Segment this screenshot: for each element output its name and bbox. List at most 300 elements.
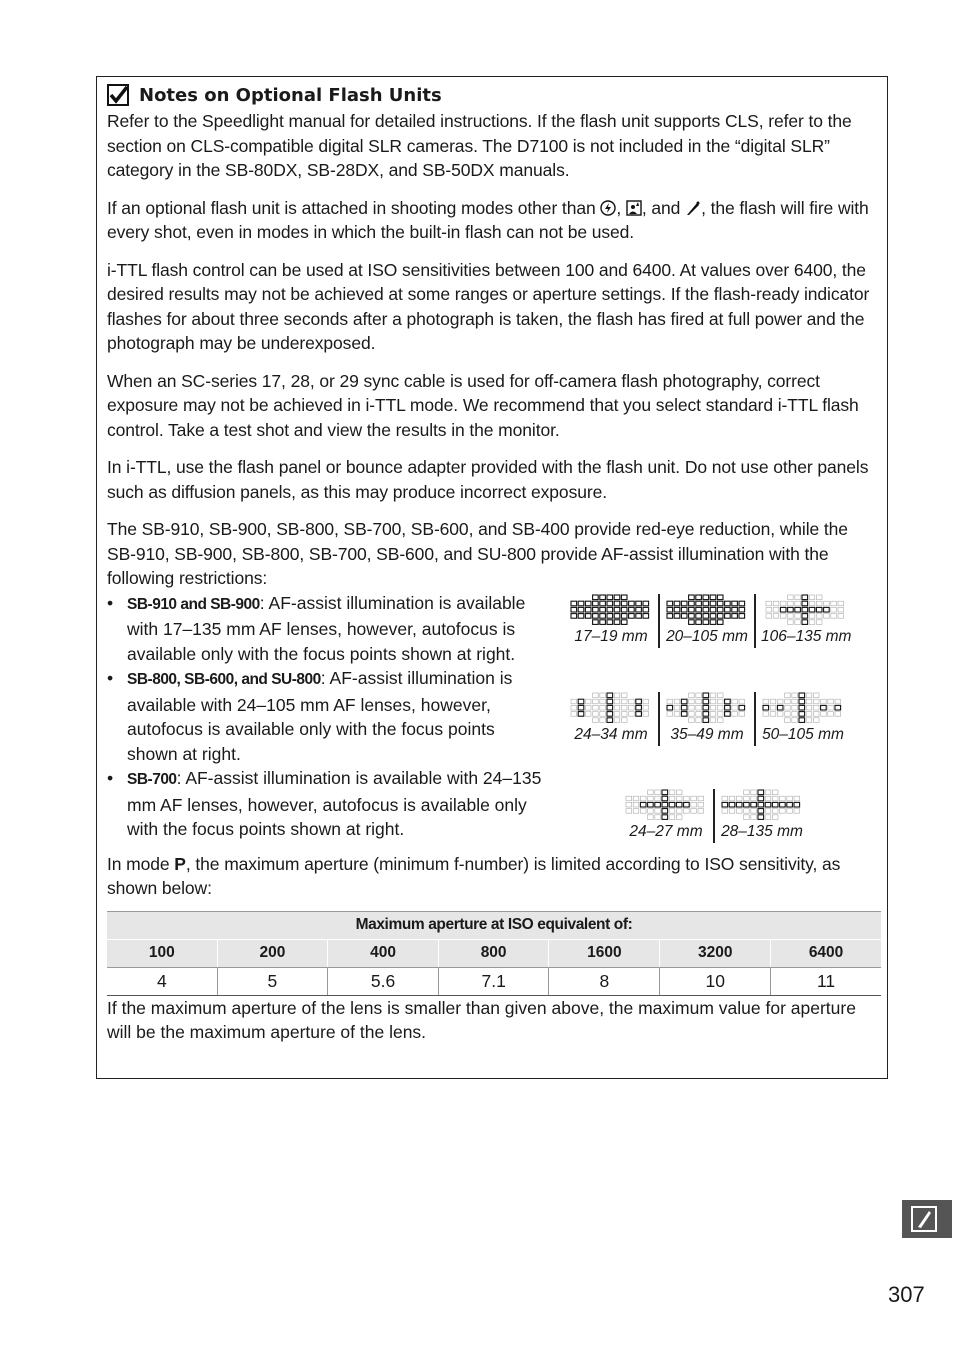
af-point-active xyxy=(629,613,635,618)
af-point xyxy=(669,796,675,801)
af-point xyxy=(643,711,649,716)
af-point-active xyxy=(643,601,649,606)
af-point-active xyxy=(788,607,794,612)
af-point-active xyxy=(725,607,731,612)
af-point xyxy=(770,711,776,716)
af-point xyxy=(689,699,695,704)
af-point-active xyxy=(817,607,823,612)
af-point xyxy=(838,613,844,618)
af-point-active xyxy=(717,607,723,612)
af-point-active xyxy=(799,699,805,704)
af-point-active xyxy=(710,613,716,618)
bullet-lead: SB-800, SB-600, and SU-800 xyxy=(127,671,321,688)
af-point xyxy=(817,601,823,606)
af-diagram: 35–49 mm xyxy=(665,692,749,744)
af-point xyxy=(710,699,716,704)
af-point-active xyxy=(758,802,764,807)
af-point-active xyxy=(578,711,584,716)
af-point xyxy=(593,699,599,704)
af-point-active xyxy=(787,802,793,807)
af-point-active xyxy=(621,595,627,600)
af-point xyxy=(614,693,620,698)
af-point-active xyxy=(751,802,757,807)
af-point-active xyxy=(689,595,695,600)
af-point xyxy=(626,796,632,801)
table-iso-cell: 1600 xyxy=(549,939,660,967)
af-point xyxy=(585,711,591,716)
af-point-active xyxy=(571,607,577,612)
af-point-active xyxy=(585,601,591,606)
af-point xyxy=(813,717,819,722)
af-point-active xyxy=(636,711,642,716)
table-aperture-cell: 5.6 xyxy=(328,967,439,995)
af-point xyxy=(696,711,702,716)
af-point xyxy=(621,717,627,722)
af-point-active xyxy=(772,802,778,807)
af-point xyxy=(614,699,620,704)
af-point-active xyxy=(600,613,606,618)
table-aperture-cell: 4 xyxy=(107,967,217,995)
af-point-active xyxy=(681,613,687,618)
af-point xyxy=(648,796,654,801)
af-point-active xyxy=(717,601,723,606)
af-point xyxy=(763,699,769,704)
af-point xyxy=(689,717,695,722)
af-point-active xyxy=(571,601,577,606)
af-point xyxy=(766,613,772,618)
af-point xyxy=(785,693,791,698)
af-point-active xyxy=(648,802,654,807)
af-point-active xyxy=(681,705,687,710)
af-point-active xyxy=(585,607,591,612)
aperture-table xyxy=(107,911,881,996)
af-point-active xyxy=(732,607,738,612)
af-point-active xyxy=(681,601,687,606)
paragraph-shooting-modes: If an optional flash unit is attached in shooting modes other than , , and , the flash will fire with every shot, even in modes in which the built-in flash can not be used. xyxy=(107,197,869,242)
af-point xyxy=(838,601,844,606)
af-point xyxy=(821,699,827,704)
af-point xyxy=(813,699,819,704)
af-point-active xyxy=(703,699,709,704)
af-point-active xyxy=(710,619,716,624)
table-iso-cell: 200 xyxy=(217,939,328,967)
silhouette-icon xyxy=(685,200,701,216)
paragraph-after-table: If the maximum aperture of the lens is smaller than given above, the maximum value for aperture will be the maximum aperture of the lens. xyxy=(107,997,856,1042)
bullet-lead: SB-910 and SB-900 xyxy=(127,595,260,613)
af-point-active xyxy=(725,705,731,710)
mode-p-label: P xyxy=(174,853,186,874)
af-point-active xyxy=(667,601,673,606)
af-point xyxy=(696,693,702,698)
af-point xyxy=(629,711,635,716)
af-point xyxy=(674,699,680,704)
af-point-active xyxy=(795,607,801,612)
retouch-tab[interactable] xyxy=(902,1200,952,1238)
af-point-active xyxy=(824,607,830,612)
af-point xyxy=(626,808,632,813)
af-point-active xyxy=(696,619,702,624)
note-header xyxy=(107,81,879,109)
af-point xyxy=(824,613,830,618)
af-point-active xyxy=(781,607,787,612)
table-iso-cell: 800 xyxy=(438,939,549,967)
af-point xyxy=(655,808,661,813)
af-point-active xyxy=(578,705,584,710)
af-point-active xyxy=(621,607,627,612)
af-point-active xyxy=(655,802,661,807)
af-point xyxy=(585,699,591,704)
af-point-active xyxy=(600,607,606,612)
af-point xyxy=(585,705,591,710)
af-point-active xyxy=(607,607,613,612)
af-point-active xyxy=(629,601,635,606)
af-point xyxy=(600,711,606,716)
af-point-active xyxy=(802,601,808,606)
af-point xyxy=(593,717,599,722)
retouch-tab-icon xyxy=(911,1206,937,1232)
af-point-active xyxy=(758,808,764,813)
af-point-active xyxy=(667,607,673,612)
af-point-active xyxy=(669,802,675,807)
table-header: Maximum aperture at ISO equivalent of: xyxy=(107,911,881,939)
af-point-active xyxy=(765,802,771,807)
af-point xyxy=(633,796,639,801)
af-point xyxy=(593,705,599,710)
af-point-active xyxy=(636,699,642,704)
af-point-active xyxy=(607,619,613,624)
af-point xyxy=(732,711,738,716)
af-point-active xyxy=(643,607,649,612)
af-point xyxy=(772,790,778,795)
af-point-active xyxy=(799,711,805,716)
af-point xyxy=(831,601,837,606)
af-point xyxy=(785,705,791,710)
paragraph-speedlight: Refer to the Speedlight manual for detailed instructions. If the flash unit supports CLS, refer to the section on CLS-compatible digital SLR cameras. The D7100 is not included in the “digital SLR” category in the SB-80DX, SB-28DX, and SB-50DX manuals. xyxy=(107,111,852,180)
af-point-active xyxy=(621,619,627,624)
af-point xyxy=(667,711,673,716)
af-point-active xyxy=(722,802,728,807)
af-point xyxy=(710,717,716,722)
af-point xyxy=(684,796,690,801)
auto-flash-off-icon xyxy=(600,200,616,216)
af-point-active xyxy=(667,705,673,710)
af-point-active xyxy=(636,613,642,618)
af-point xyxy=(655,796,661,801)
af-point xyxy=(794,808,800,813)
af-point xyxy=(792,699,798,704)
table-iso-cell: 3200 xyxy=(660,939,771,967)
af-point-active xyxy=(732,601,738,606)
af-point xyxy=(788,595,794,600)
af-point-active xyxy=(593,607,599,612)
af-point-active xyxy=(674,613,680,618)
af-point-active xyxy=(585,613,591,618)
af-point-active xyxy=(710,607,716,612)
af-point xyxy=(739,699,745,704)
bullet-list xyxy=(107,591,879,842)
af-point xyxy=(698,808,704,813)
af-point xyxy=(633,808,639,813)
af-point xyxy=(600,693,606,698)
af-point-active xyxy=(710,595,716,600)
af-point xyxy=(773,613,779,618)
af-point xyxy=(736,796,742,801)
af-point xyxy=(751,814,757,819)
af-point xyxy=(835,699,841,704)
af-point xyxy=(736,808,742,813)
af-point-active xyxy=(758,796,764,801)
af-points-row-1 xyxy=(569,594,851,648)
paragraph-ittl-iso: i-TTL flash control can be used at ISO sensitivities between 100 and 6400. At values over 6400, the desired results may not be achieved at some ranges or aperture settings. If the flash-ready indicator flashes for about three seconds after a photograph is taken, the flash has fired at full power and the photograph may be underexposed. xyxy=(107,259,870,353)
af-point xyxy=(770,705,776,710)
af-point xyxy=(744,796,750,801)
af-point-active xyxy=(593,613,599,618)
af-point xyxy=(773,607,779,612)
af-point-active xyxy=(732,613,738,618)
af-point xyxy=(676,796,682,801)
af-point-active xyxy=(676,802,682,807)
af-point-active xyxy=(703,705,709,710)
af-point-active xyxy=(703,607,709,612)
af-point-active xyxy=(717,595,723,600)
af-point xyxy=(787,796,793,801)
af-point-active xyxy=(736,802,742,807)
af-point-active xyxy=(600,601,606,606)
af-point xyxy=(806,693,812,698)
af-point-active xyxy=(607,705,613,710)
af-point xyxy=(781,613,787,618)
af-point xyxy=(648,790,654,795)
af-point-active xyxy=(689,601,695,606)
af-point-active xyxy=(777,705,783,710)
af-point xyxy=(643,699,649,704)
af-point-active xyxy=(725,601,731,606)
af-point-active xyxy=(739,613,745,618)
af-point xyxy=(788,613,794,618)
af-point xyxy=(772,796,778,801)
af-point xyxy=(824,601,830,606)
af-point-active xyxy=(621,613,627,618)
af-point xyxy=(792,711,798,716)
af-point xyxy=(792,705,798,710)
af-point-active xyxy=(684,802,690,807)
af-point xyxy=(739,711,745,716)
af-point-active xyxy=(703,595,709,600)
af-point-active xyxy=(607,699,613,704)
af-point xyxy=(785,717,791,722)
af-point xyxy=(795,595,801,600)
af-point-active xyxy=(614,601,620,606)
af-point-active xyxy=(593,601,599,606)
af-point xyxy=(614,705,620,710)
af-point-active xyxy=(739,607,745,612)
af-point xyxy=(626,802,632,807)
af-point xyxy=(691,796,697,801)
list-item: • SB-910 and SB-900: AF-assist illumination is available with 17–135 mm AF lenses, however, autofocus is available only with the focus points shown at right. xyxy=(107,592,526,664)
af-point xyxy=(600,705,606,710)
af-point xyxy=(696,705,702,710)
af-point xyxy=(717,717,723,722)
af-point-active xyxy=(821,705,827,710)
af-point-active xyxy=(593,619,599,624)
af-point-active xyxy=(681,711,687,716)
af-point xyxy=(785,711,791,716)
af-point xyxy=(809,613,815,618)
paragraph-mode-p: In mode P, the maximum aperture (minimum f-number) is limited according to ISO sensitivity, as shown below: xyxy=(107,853,841,898)
af-point-active xyxy=(600,619,606,624)
af-point-active xyxy=(607,601,613,606)
af-point-active xyxy=(607,613,613,618)
af-point xyxy=(648,814,654,819)
af-point-active xyxy=(662,790,668,795)
af-diagram: 17–19 mm xyxy=(569,594,653,646)
af-point xyxy=(667,699,673,704)
af-point xyxy=(806,699,812,704)
night-portrait-icon xyxy=(626,200,642,216)
bullet-text: : AF-assist illumination is available with 17–135 mm AF lenses, however, autofocus is available only with the focus points shown at right. xyxy=(127,592,526,664)
af-point xyxy=(698,796,704,801)
af-diagram: 24–27 mm xyxy=(624,789,708,841)
paragraph-sync-cable: When an SC-series 17, 28, or 29 sync cable is used for off-camera flash photography, correct exposure may not be achieved in i-TTL mode. We recommend that you select standard i-TTL flash control. Take a test shot and view the results in the monitor. xyxy=(107,370,859,440)
af-point-active xyxy=(802,595,808,600)
bullet-text: : AF-assist illumination is available with 24–105 mm AF lenses, however, autofocus is available only with the focus points shown at right. xyxy=(127,668,513,764)
af-point xyxy=(792,693,798,698)
af-point xyxy=(732,699,738,704)
af-point xyxy=(795,619,801,624)
af-point xyxy=(835,711,841,716)
af-point xyxy=(751,790,757,795)
af-point-active xyxy=(578,613,584,618)
af-point-active xyxy=(621,601,627,606)
af-point-active xyxy=(636,607,642,612)
af-point-active xyxy=(799,693,805,698)
af-point xyxy=(689,711,695,716)
af-point-active xyxy=(662,808,668,813)
af-point xyxy=(770,699,776,704)
check-note-icon xyxy=(107,84,129,106)
af-points-row-3 xyxy=(624,789,804,843)
bullet-text: : AF-assist illumination is available with 24–135 mm AF lenses, however, autofocus is available only with the focus points shown at right. xyxy=(127,768,542,839)
af-point xyxy=(795,601,801,606)
table-aperture-cell: 10 xyxy=(660,967,771,995)
af-point-active xyxy=(799,717,805,722)
af-point-active xyxy=(729,802,735,807)
af-point-active xyxy=(681,699,687,704)
af-point xyxy=(817,595,823,600)
af-point xyxy=(751,796,757,801)
af-point xyxy=(806,711,812,716)
af-point xyxy=(729,808,735,813)
af-point-active xyxy=(662,796,668,801)
af-point xyxy=(722,796,728,801)
af-point xyxy=(794,796,800,801)
af-point-active xyxy=(636,601,642,606)
af-point-active xyxy=(578,607,584,612)
af-point xyxy=(785,699,791,704)
af-point xyxy=(788,601,794,606)
af-point xyxy=(674,705,680,710)
af-diagram: 28–135 mm xyxy=(720,789,804,841)
af-point xyxy=(781,601,787,606)
af-point xyxy=(773,601,779,606)
af-point xyxy=(593,711,599,716)
paragraph-flash-panel: In i-TTL, use the flash panel or bounce adapter provided with the flash unit. Do not use other panels such as diffusion panels, as this may produce incorrect exposure. xyxy=(107,457,869,502)
af-point xyxy=(717,711,723,716)
af-point xyxy=(828,711,834,716)
af-point xyxy=(765,808,771,813)
af-point-active xyxy=(578,699,584,704)
af-point xyxy=(780,796,786,801)
af-point xyxy=(643,705,649,710)
paragraph-red-eye: The SB-910, SB-900, SB-800, SB-700, SB-600, and SB-400 provide red-eye reduction, while the SB-910, SB-900, SB-800, SB-700, SB-600, and SU-800 provide AF-assist illumination with the following restrictions: xyxy=(107,519,848,588)
af-point xyxy=(809,619,815,624)
af-point-active xyxy=(607,717,613,722)
af-point-active xyxy=(629,607,635,612)
af-point xyxy=(621,705,627,710)
note-content xyxy=(107,81,879,1045)
af-point-active xyxy=(717,613,723,618)
note-title: Notes on Optional Flash Units xyxy=(139,84,442,106)
af-point-active xyxy=(802,607,808,612)
af-point-active xyxy=(725,699,731,704)
af-point xyxy=(809,601,815,606)
af-point xyxy=(813,711,819,716)
af-point-active xyxy=(794,802,800,807)
af-point xyxy=(648,808,654,813)
af-point-active xyxy=(763,705,769,710)
af-point xyxy=(831,607,837,612)
af-point-active xyxy=(689,613,695,618)
af-point xyxy=(806,705,812,710)
af-point xyxy=(629,705,635,710)
af-point xyxy=(684,808,690,813)
af-point-active xyxy=(710,601,716,606)
af-point xyxy=(696,717,702,722)
af-point xyxy=(655,814,661,819)
af-point xyxy=(593,693,599,698)
af-point-active xyxy=(681,607,687,612)
af-point-active xyxy=(614,619,620,624)
af-point xyxy=(571,699,577,704)
af-point xyxy=(729,796,735,801)
af-point xyxy=(710,711,716,716)
af-point xyxy=(717,705,723,710)
table-aperture-cell: 8 xyxy=(549,967,660,995)
af-point-active xyxy=(667,613,673,618)
af-point xyxy=(640,796,646,801)
af-point xyxy=(621,711,627,716)
list-item: • SB-700: AF-assist illumination is available with 24–135 mm AF lenses, however, autofocus is available only with the focus points shown at right. xyxy=(107,768,542,839)
af-point xyxy=(676,790,682,795)
table-iso-cell: 400 xyxy=(328,939,439,967)
af-point-active xyxy=(696,613,702,618)
af-point xyxy=(809,595,815,600)
af-point-active xyxy=(799,705,805,710)
af-point xyxy=(571,705,577,710)
af-point xyxy=(669,814,675,819)
af-point xyxy=(710,693,716,698)
af-point xyxy=(571,711,577,716)
af-point xyxy=(691,808,697,813)
af-point xyxy=(629,699,635,704)
af-point-active xyxy=(703,619,709,624)
af-point xyxy=(717,699,723,704)
af-point xyxy=(763,711,769,716)
af-point xyxy=(698,802,704,807)
af-point xyxy=(777,699,783,704)
af-point-active xyxy=(703,613,709,618)
table-aperture-cell: 11 xyxy=(771,967,881,995)
